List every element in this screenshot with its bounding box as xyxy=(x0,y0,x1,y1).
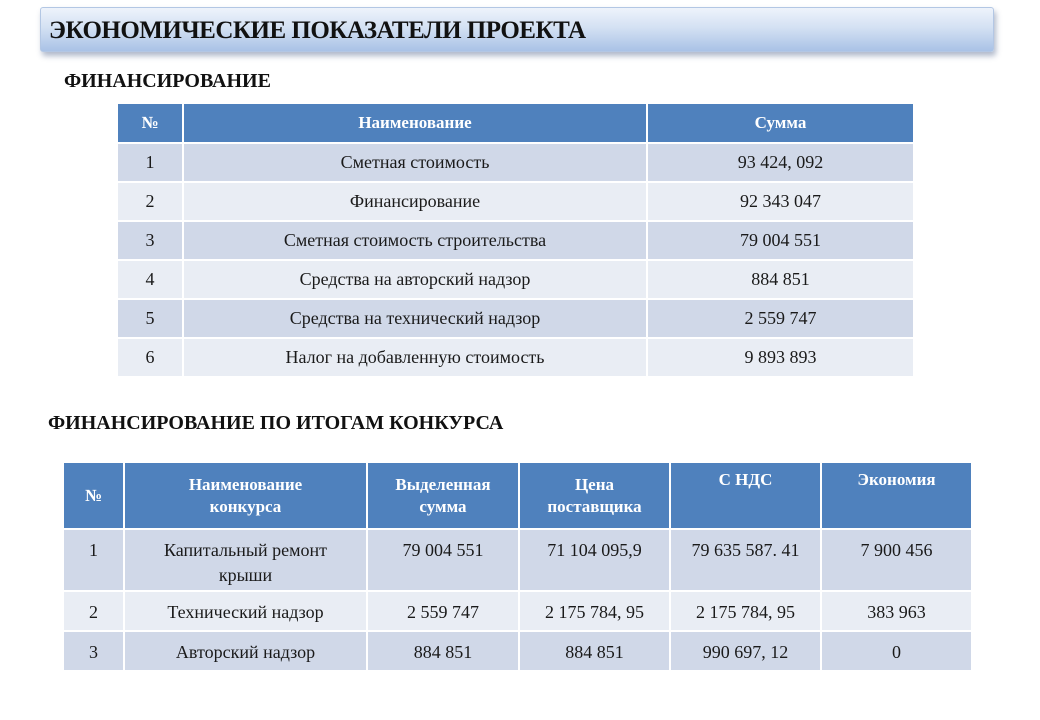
cell-number: 4 xyxy=(117,260,183,299)
column-header-number: № xyxy=(117,103,183,143)
cell-amount: 9 893 893 xyxy=(647,338,914,377)
cell-name: Средства на технический надзор xyxy=(183,299,647,338)
column-header-allocated: Выделенная сумма xyxy=(367,462,519,529)
column-header-amount: Сумма xyxy=(647,103,914,143)
cell-supplier-price: 2 175 784, 95 xyxy=(519,591,670,631)
tender-heading: ФИНАНСИРОВАНИЕ ПО ИТОГАМ КОНКУРСА xyxy=(48,412,504,434)
cell-supplier-price: 884 851 xyxy=(519,631,670,671)
cell-savings: 0 xyxy=(821,631,972,671)
cell-name: Сметная стоимость xyxy=(183,143,647,182)
cell-number: 1 xyxy=(117,143,183,182)
cell-tender-name: Технический надзор xyxy=(124,591,367,631)
cell-amount: 884 851 xyxy=(647,260,914,299)
cell-number: 5 xyxy=(117,299,183,338)
cell-allocated: 79 004 551 xyxy=(367,529,519,591)
cell-name: Налог на добавленную стоимость xyxy=(183,338,647,377)
table-row xyxy=(63,591,972,631)
cell-allocated: 2 559 747 xyxy=(367,591,519,631)
table-row xyxy=(117,299,914,338)
table-row xyxy=(117,182,914,221)
financing-table xyxy=(116,102,915,378)
cell-with-vat: 2 175 784, 95 xyxy=(670,591,821,631)
cell-supplier-price: 71 104 095,9 xyxy=(519,529,670,591)
cell-with-vat: 990 697, 12 xyxy=(670,631,821,671)
cell-number: 3 xyxy=(117,221,183,260)
cell-allocated: 884 851 xyxy=(367,631,519,671)
column-header-name: Наименование xyxy=(183,103,647,143)
cell-number: 6 xyxy=(117,338,183,377)
column-header-supplier-price: Цена поставщика xyxy=(519,462,670,529)
column-header-with-vat: С НДС xyxy=(670,462,821,529)
column-header-savings: Экономия xyxy=(821,462,972,529)
table-row xyxy=(63,631,972,671)
table-header-row xyxy=(63,462,972,529)
cell-name: Финансирование xyxy=(183,182,647,221)
title-bar xyxy=(40,7,994,52)
cell-savings: 7 900 456 xyxy=(821,529,972,591)
cell-amount: 79 004 551 xyxy=(647,221,914,260)
cell-amount: 93 424, 092 xyxy=(647,143,914,182)
cell-tender-name: Капитальный ремонт крыши xyxy=(124,529,367,591)
page-title: ЭКОНОМИЧЕСКИЕ ПОКАЗАТЕЛИ ПРОЕКТА xyxy=(49,17,586,44)
cell-number: 3 xyxy=(63,631,124,671)
financing-heading: ФИНАНСИРОВАНИЕ xyxy=(64,70,271,92)
cell-amount: 92 343 047 xyxy=(647,182,914,221)
cell-tender-name: Авторский надзор xyxy=(124,631,367,671)
table-row xyxy=(117,260,914,299)
column-header-tender-name: Наименование конкурса xyxy=(124,462,367,529)
table-row xyxy=(117,338,914,377)
cell-number: 2 xyxy=(63,591,124,631)
cell-number: 2 xyxy=(117,182,183,221)
cell-name: Средства на авторский надзор xyxy=(183,260,647,299)
cell-number: 1 xyxy=(63,529,124,591)
column-header-number: № xyxy=(63,462,124,529)
table-header-row xyxy=(117,103,914,143)
tender-table xyxy=(62,461,973,672)
cell-with-vat: 79 635 587. 41 xyxy=(670,529,821,591)
cell-amount: 2 559 747 xyxy=(647,299,914,338)
cell-savings: 383 963 xyxy=(821,591,972,631)
table-row xyxy=(117,143,914,182)
cell-name: Сметная стоимость строительства xyxy=(183,221,647,260)
table-row xyxy=(63,529,972,591)
table-row xyxy=(117,221,914,260)
